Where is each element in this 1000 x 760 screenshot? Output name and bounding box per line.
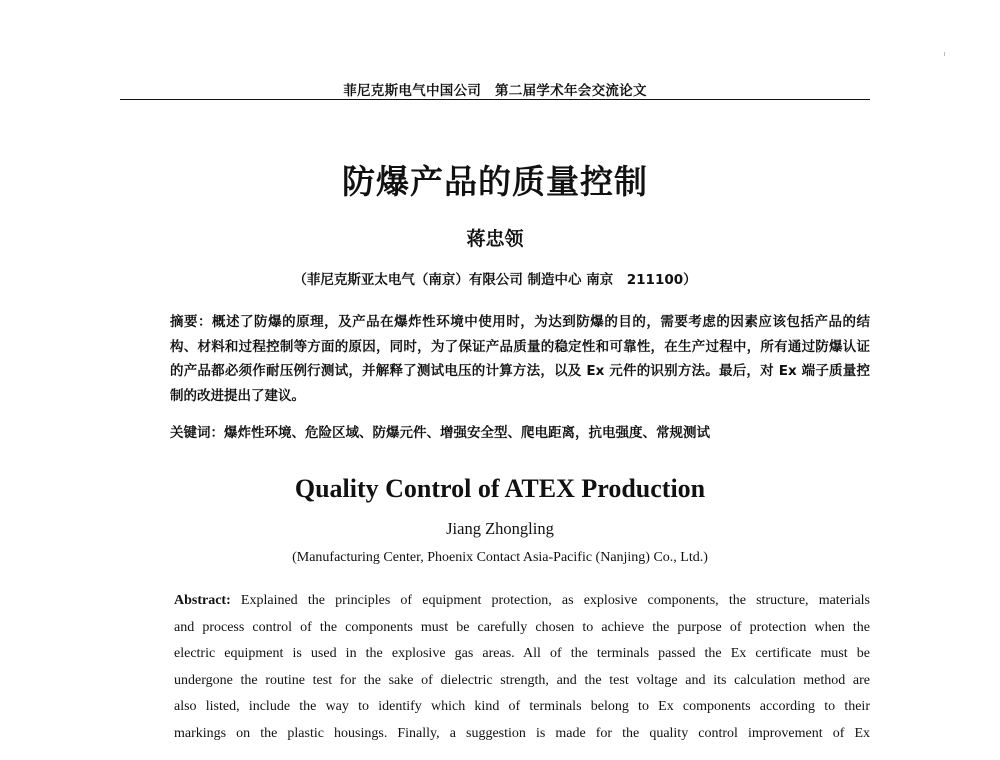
keywords-chinese-label: 关键词： (170, 425, 224, 441)
affiliation-english: (Manufacturing Center, Phoenix Contact Asia-Pacific (Nanjing) Co., Ltd.) (292, 550, 708, 565)
abstract-english-line-4: undergone the routine test for the sake of dielectric strength, and the test voltage and its calculation method are (174, 672, 870, 688)
title-english: Quality Control of ATEX Production (294, 474, 706, 503)
abstract-english-line-6: markings on the plastic housings. Finally, a suggestion is made for the quality control improvement of Ex (174, 725, 870, 741)
title-chinese: 防爆产品的质量控制 (342, 162, 648, 201)
keywords-chinese (170, 421, 870, 445)
scan-edge-mark (944, 52, 945, 56)
abstract-chinese (170, 310, 870, 408)
abstract-english-line-1: Explained the principles of equipment protection, as explosive components, the structure, materials (240, 593, 871, 608)
abstract-chinese-label: 摘要： (170, 314, 213, 330)
affiliation-chinese: （菲尼克斯亚太电气（南京）有限公司 制造中心 南京 211100） (293, 272, 697, 288)
author-english: Jiang Zhongling (446, 519, 554, 538)
abstract-english-line-5: also listed, include the way to identify which kind of terminals belong to Ex components according to their (174, 699, 870, 714)
abstract-english-line-2: and process control of the components must be carefully chosen to achieve the purpose of protection when the (174, 619, 870, 635)
abstract-chinese-text: 概述了防爆的原理，及产品在爆炸性环境中使用时，为达到防爆的目的，需要考虑的因素应该包括产品的结构、材料和过程控制等方面的原因，同时，为了保证产品质量的稳定性和可靠性，在生产过程中，所有通过防爆认证的产品都必须作耐压例行测试，并解释了测试电压的计算方法，以及 Ex 元件的识别方法。最后，对 Ex 端子质量控制的改进提出了建议。 (170, 314, 870, 404)
author-chinese: 蒋忠领 (466, 228, 524, 250)
abstract-english-line (174, 588, 870, 615)
abstract-english-line-3: electric equipment is used in the explosive gas areas. All of the terminals passed the Ex certificate must be (174, 646, 870, 661)
running-header: 菲尼克斯电气中国公司 第二届学术年会交流论文 (343, 83, 647, 99)
abstract-english (174, 588, 870, 747)
keywords-chinese-text: 爆炸性环境、危险区域、防爆元件、增强安全型、爬电距离，抗电强度、常规测试 (224, 425, 710, 441)
header-rule (120, 99, 870, 100)
abstract-english-label: Abstract: (174, 593, 231, 608)
